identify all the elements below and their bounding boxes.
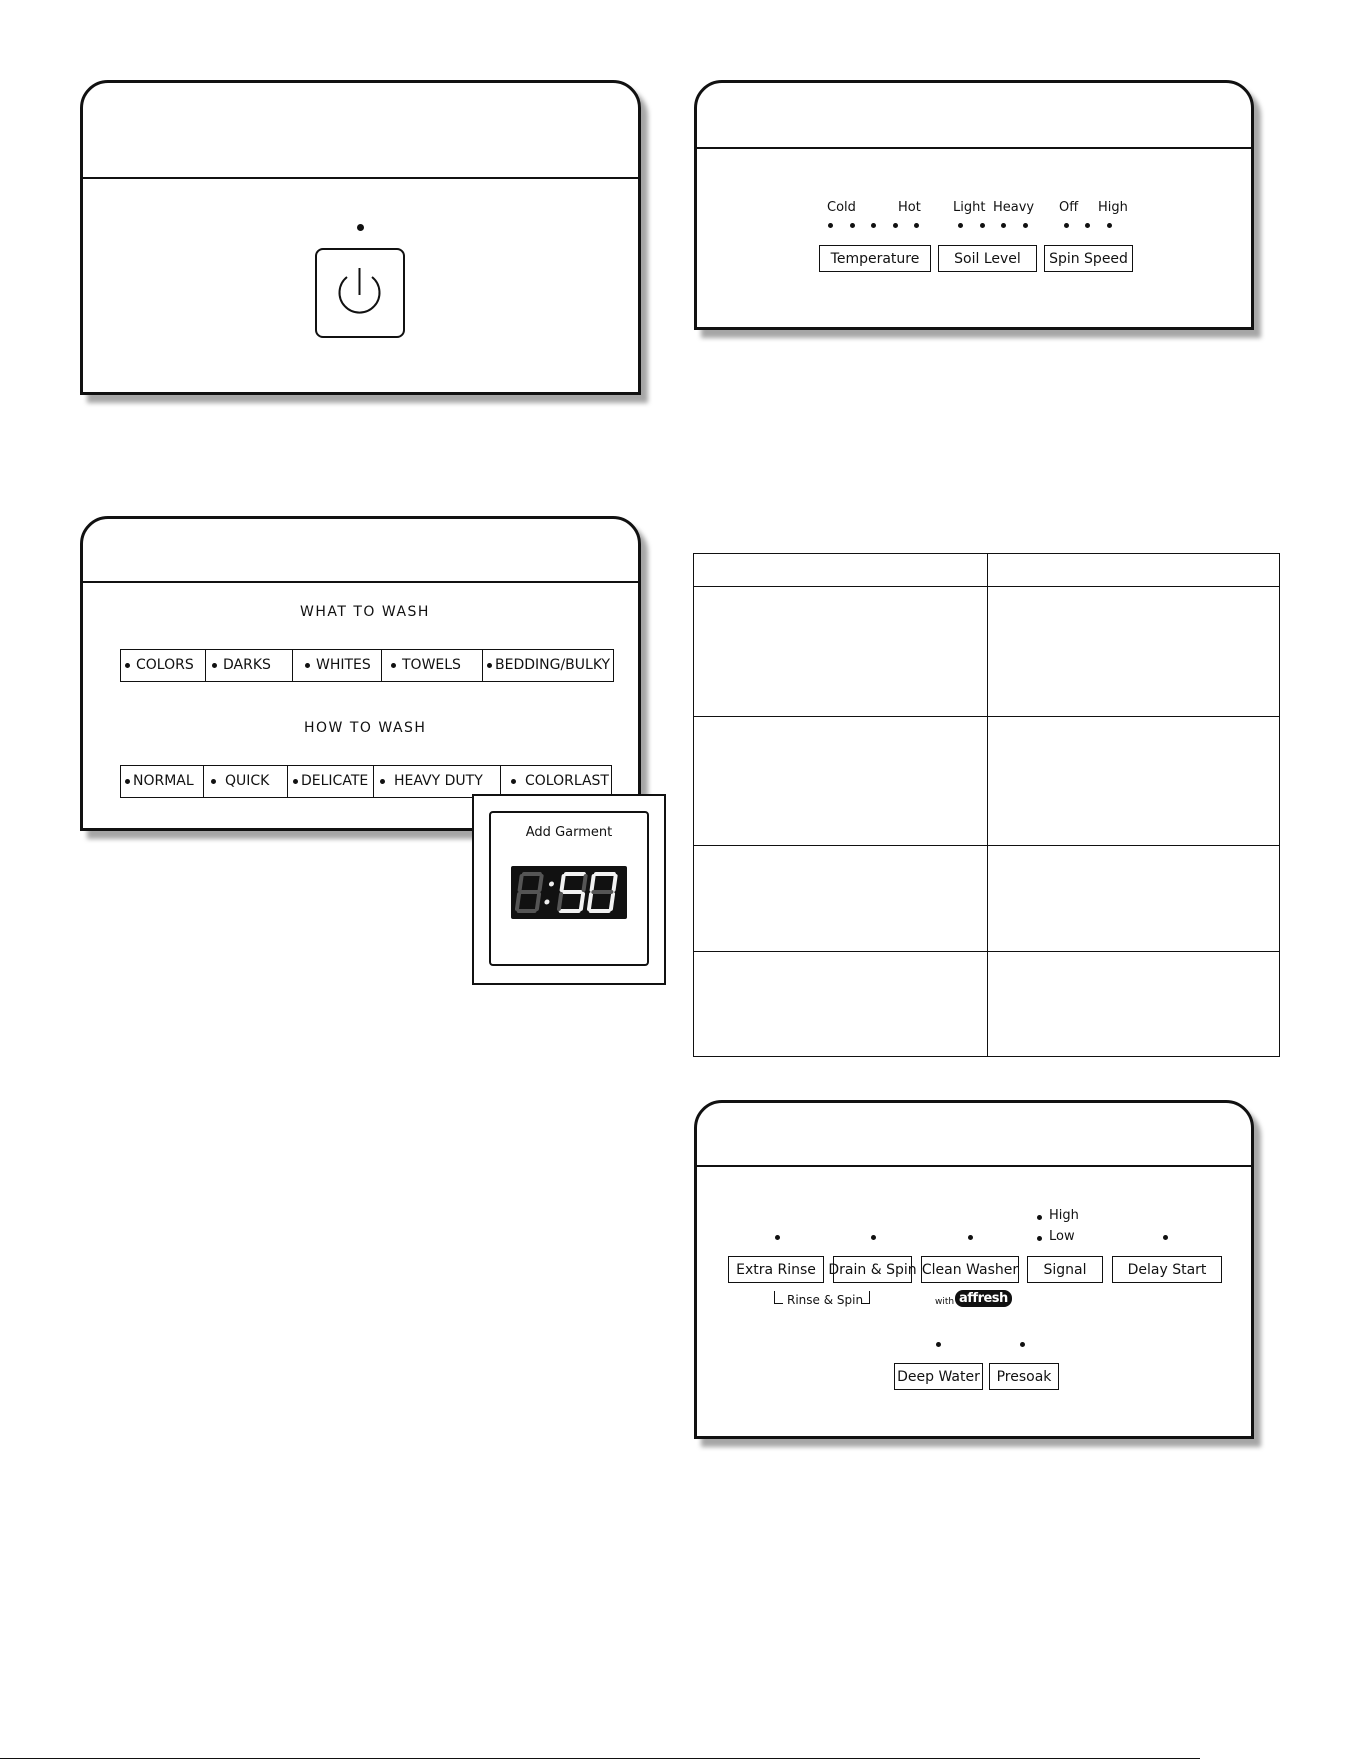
deep-water-button[interactable]: Deep Water	[894, 1363, 983, 1390]
delay-start-button[interactable]: Delay Start	[1112, 1256, 1222, 1283]
signal-button[interactable]: Signal	[1027, 1256, 1103, 1283]
affresh-logo: affresh	[955, 1290, 1012, 1307]
strip-separator	[203, 766, 204, 797]
temperature-level-dot	[850, 223, 855, 228]
spin-low-label: Off	[1059, 200, 1079, 215]
cycle-option-colorlast[interactable]	[511, 766, 609, 796]
cycle-indicator-dot	[125, 779, 130, 784]
strip-separator	[381, 650, 382, 681]
description-table	[693, 553, 1280, 1057]
soil-high-label: Heavy	[993, 200, 1035, 215]
cycle-option-label: HEAVY DUTY	[394, 773, 483, 789]
cycle-indicator-dot	[380, 779, 385, 784]
cycle-option-label: QUICK	[225, 773, 270, 789]
temperature-level-dot	[871, 223, 876, 228]
deep-water-indicator-dot	[936, 1342, 941, 1347]
table-cell	[988, 717, 1280, 846]
cycle-indicator-dot	[391, 663, 396, 668]
presoak-button[interactable]: Presoak	[989, 1363, 1059, 1390]
display-inset	[472, 794, 666, 985]
cycle-option-whites[interactable]	[305, 650, 371, 680]
cycle-option-normal[interactable]	[125, 766, 194, 796]
what-to-wash-heading: WHAT TO WASH	[300, 604, 430, 620]
strip-separator	[287, 766, 288, 797]
cycle-option-label: COLORLAST	[525, 773, 609, 789]
cycle-option-label: TOWELS	[402, 657, 461, 673]
cycle-indicator-dot	[211, 779, 216, 784]
table-cell	[988, 587, 1280, 717]
power-icon	[317, 250, 402, 335]
power-panel	[80, 80, 641, 395]
signal-high-label: High	[1049, 1208, 1079, 1223]
signal-low-indicator-dot	[1037, 1236, 1042, 1241]
table-row	[694, 952, 1280, 1057]
extra-rinse-button[interactable]: Extra Rinse	[728, 1256, 824, 1283]
extra-rinse-indicator-dot	[775, 1235, 780, 1240]
cycle-option-label: DELICATE	[301, 773, 369, 789]
presoak-indicator-dot	[1020, 1342, 1025, 1347]
clean-washer-button[interactable]: Clean Washer	[921, 1256, 1019, 1283]
rinse-spin-bracket-right	[861, 1291, 870, 1304]
temperature-high-label: Hot	[898, 200, 921, 215]
cycle-indicator-dot	[125, 663, 130, 668]
drain-spin-button[interactable]: Drain & Spin	[833, 1256, 912, 1283]
cycle-indicator-dot	[511, 779, 516, 784]
rinse-spin-bracket-left	[774, 1291, 783, 1304]
add-garment-label: Add Garment	[525, 825, 613, 840]
cycle-indicator-dot	[305, 663, 310, 668]
with-label: with	[935, 1297, 955, 1307]
footer-rule	[0, 1758, 1200, 1759]
cycle-option-delicate[interactable]	[293, 766, 368, 796]
spin-level-dot	[1064, 223, 1069, 228]
cycle-indicator-dot	[487, 663, 492, 668]
panel-divider	[697, 147, 1251, 149]
temperature-low-label: Cold	[827, 200, 856, 215]
table-row	[694, 846, 1280, 952]
strip-separator	[373, 766, 374, 797]
table-cell	[694, 717, 988, 846]
soil-level-dot	[1023, 223, 1028, 228]
soil-level-dot	[1001, 223, 1006, 228]
cycle-option-label: DARKS	[223, 657, 271, 673]
signal-high-indicator-dot	[1037, 1215, 1042, 1220]
panel-divider	[697, 1165, 1251, 1167]
table-cell	[694, 554, 988, 587]
cycle-indicator-dot	[212, 663, 217, 668]
cycle-option-colors[interactable]	[125, 650, 194, 680]
spin-high-label: High	[1098, 200, 1128, 215]
display-frame	[489, 811, 649, 966]
how-to-wash-heading: HOW TO WASH	[304, 720, 427, 736]
strip-separator	[500, 766, 501, 797]
spin-level-dot	[1085, 223, 1090, 228]
table-row	[694, 587, 1280, 717]
soil-level-button[interactable]: Soil Level	[938, 245, 1037, 272]
soil-low-label: Light	[953, 200, 986, 215]
soil-level-dot	[958, 223, 963, 228]
table-row	[694, 554, 1280, 587]
panel-divider	[83, 177, 638, 179]
options-panel	[694, 1100, 1254, 1439]
table-cell	[694, 952, 988, 1057]
table-row	[694, 717, 1280, 846]
cycle-indicator-dot	[293, 779, 298, 784]
cycle-option-label: NORMAL	[133, 773, 194, 789]
table-cell	[988, 846, 1280, 952]
soil-level-dot	[980, 223, 985, 228]
temperature-level-dot	[914, 223, 919, 228]
cycle-option-towels[interactable]	[391, 650, 461, 680]
drain-spin-indicator-dot	[871, 1235, 876, 1240]
cycle-panel	[80, 516, 641, 831]
panel-divider	[83, 581, 638, 583]
temperature-level-dot	[828, 223, 833, 228]
spin-level-dot	[1107, 223, 1112, 228]
clean-washer-indicator-dot	[968, 1235, 973, 1240]
signal-low-label: Low	[1049, 1229, 1075, 1244]
temperature-button[interactable]: Temperature	[819, 245, 931, 272]
table-cell	[694, 846, 988, 952]
strip-separator	[292, 650, 293, 681]
cycle-option-label: COLORS	[136, 657, 194, 673]
cycle-option-darks[interactable]	[212, 650, 271, 680]
rinse-spin-label: Rinse & Spin	[787, 1293, 864, 1307]
strip-separator	[205, 650, 206, 681]
table-cell	[988, 554, 1280, 587]
settings-panel	[694, 80, 1254, 330]
strip-separator	[482, 650, 483, 681]
table-cell	[988, 952, 1280, 1057]
cycle-option-label: BEDDING/BULKY	[495, 657, 611, 673]
delay-start-indicator-dot	[1163, 1235, 1168, 1240]
table-cell	[694, 587, 988, 717]
display-digits-icon	[511, 866, 627, 919]
power-indicator-dot	[357, 224, 364, 231]
temperature-level-dot	[893, 223, 898, 228]
power-button[interactable]	[315, 248, 405, 338]
cycle-option-label: WHITES	[316, 657, 371, 673]
cycle-option-quick[interactable]	[211, 766, 269, 796]
digital-display	[511, 866, 627, 919]
what-to-wash-strip	[120, 649, 614, 682]
cycle-option-bedding-bulky[interactable]	[487, 650, 610, 680]
cycle-option-heavy-duty[interactable]	[380, 766, 483, 796]
spin-speed-button[interactable]: Spin Speed	[1044, 245, 1133, 272]
